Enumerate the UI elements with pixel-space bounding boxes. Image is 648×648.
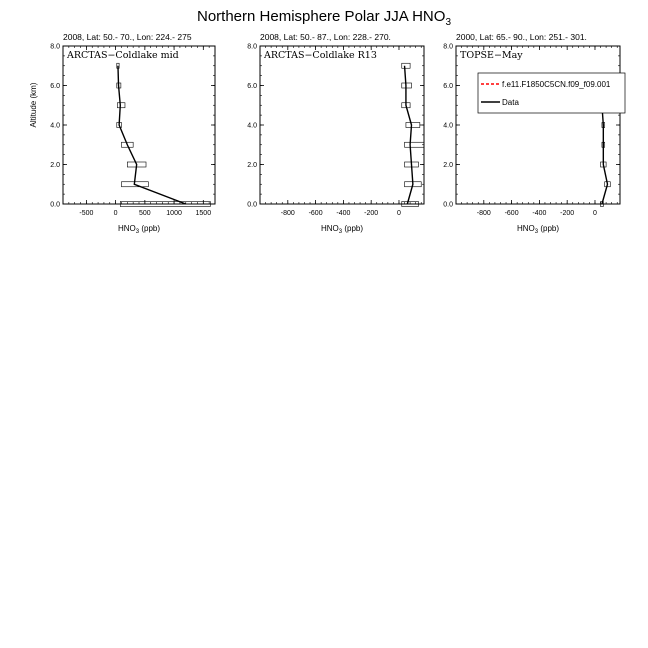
plot-frame (456, 46, 620, 204)
y-tick-label: 6.0 (247, 83, 257, 90)
y-tick-label: 8.0 (443, 43, 453, 51)
range-box (402, 63, 410, 68)
x-tick-label: -400 (336, 210, 351, 217)
y-tick-label: 0.0 (443, 201, 453, 209)
campaign-label: ARCTAS−Coldlake mid (67, 50, 179, 61)
x-tick-label: 500 (139, 210, 151, 217)
data-line (118, 66, 186, 204)
campaign-label: TOPSE−May (460, 50, 523, 61)
plot-frame (260, 46, 424, 204)
panel-header: 2000, Lat: 65.- 90., Lon: 251.- 301. (456, 32, 587, 42)
y-tick-label: 0.0 (50, 201, 60, 209)
x-tick-label: -500 (79, 210, 94, 217)
panel-header: 2008, Lat: 50.- 87., Lon: 228.- 270. (260, 32, 391, 42)
plot-frame (63, 46, 215, 204)
x-tick-label: -800 (280, 210, 295, 217)
x-tick-label: -200 (560, 210, 575, 217)
legend-box (478, 73, 625, 113)
x-tick-label: -200 (364, 210, 379, 217)
y-tick-label: 2.0 (443, 162, 453, 169)
panel-2 (247, 32, 424, 235)
y-tick-label: 4.0 (50, 122, 60, 130)
range-box (405, 142, 424, 147)
x-tick-label: 0 (397, 210, 401, 217)
y-tick-label: 2.0 (50, 162, 60, 169)
x-tick-label: -800 (476, 210, 491, 217)
legend-label: f.e11.F1850C5CN.f09_f09.001 (502, 80, 611, 89)
panel-1 (29, 32, 215, 235)
panel-header: 2008, Lat: 50.- 70., Lon: 224.- 275 (63, 32, 192, 42)
x-tick-label: -600 (308, 210, 323, 217)
y-tick-label: 6.0 (50, 83, 60, 90)
y-tick-label: 0.0 (247, 201, 257, 209)
y-tick-label: 4.0 (443, 122, 453, 130)
x-tick-label: 1000 (166, 210, 182, 217)
x-axis-label: $HNO_3$ (ppb) (117, 224, 161, 235)
x-axis-label: $HNO_3$ (ppb) (516, 224, 560, 235)
y-tick-label: 2.0 (247, 162, 257, 169)
x-tick-label: -400 (532, 210, 547, 217)
figure-title: Northern Hemisphere Polar JJA $HNO_3$ (197, 8, 451, 28)
x-axis-label: $HNO_3$ (ppb) (320, 224, 364, 235)
y-tick-label: 8.0 (247, 43, 257, 51)
x-tick-label: -600 (504, 210, 519, 217)
campaign-label: ARCTAS−Coldlake R13 (264, 50, 377, 61)
range-box (406, 123, 420, 128)
x-tick-label: 1500 (195, 210, 212, 217)
legend-label: Data (502, 98, 519, 107)
y-tick-label: 4.0 (247, 122, 257, 130)
panel-3 (443, 32, 620, 235)
x-tick-label: 0 (593, 210, 597, 217)
x-tick-label: 0 (113, 210, 118, 217)
range-box (117, 103, 125, 108)
y-tick-label: 8.0 (50, 43, 60, 51)
y-tick-label: 6.0 (443, 83, 453, 90)
legend (478, 73, 625, 113)
y-axis-label: Altitude (km) (29, 82, 38, 128)
